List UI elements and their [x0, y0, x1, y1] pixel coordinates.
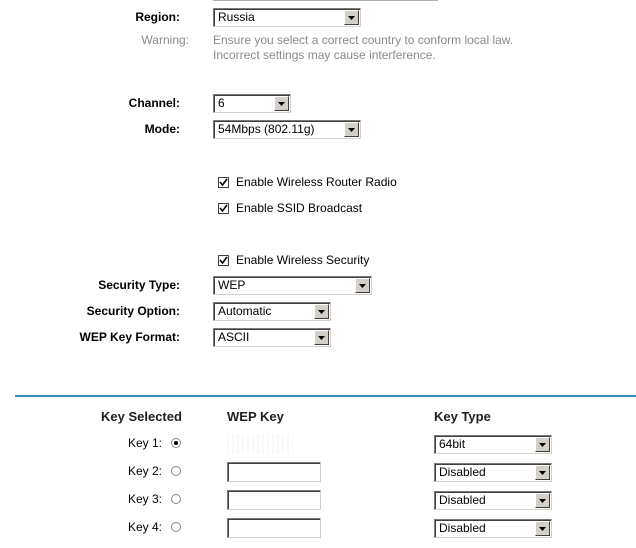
redacted-key-mask — [227, 434, 293, 454]
chevron-down-icon — [535, 465, 550, 480]
key-selected-header: Key Selected — [101, 409, 182, 424]
key-2-radio[interactable] — [171, 466, 181, 476]
key-3-input[interactable] — [227, 490, 321, 510]
key-1-type-value: 64bit — [439, 437, 466, 451]
key-1-label: Key 1: — [127, 436, 162, 450]
warning-text-line2: Incorrect settings may cause interference. — [213, 48, 436, 62]
channel-label: Channel: — [128, 96, 180, 110]
enable-ssid-label: Enable SSID Broadcast — [236, 201, 363, 215]
key-2-type-select[interactable] — [434, 463, 552, 482]
key-3-type-select[interactable] — [434, 491, 552, 510]
top-cutoff-field — [213, 0, 438, 1]
wep-key-format-label: WEP Key Format: — [79, 330, 180, 344]
chevron-down-icon — [344, 122, 359, 137]
chevron-down-icon — [314, 304, 329, 319]
key-3-type-value: Disabled — [439, 493, 486, 507]
key-2-label: Key 2: — [127, 464, 162, 478]
key-4-input[interactable] — [227, 518, 321, 538]
enable-ssid-checkbox[interactable] — [218, 203, 229, 214]
security-option-label: Security Option: — [86, 304, 180, 318]
security-type-select[interactable] — [213, 276, 372, 295]
security-type-label: Security Type: — [98, 278, 180, 292]
key-1-type-select[interactable] — [434, 435, 552, 454]
chevron-down-icon — [355, 278, 370, 293]
region-label: Region: — [135, 10, 180, 24]
checkmark-icon — [219, 256, 228, 265]
key-3-radio[interactable] — [171, 494, 181, 504]
key-type-header: Key Type — [434, 409, 491, 424]
wep-key-format-select[interactable] — [213, 328, 331, 347]
chevron-down-icon — [274, 96, 289, 111]
key-4-radio[interactable] — [171, 522, 181, 532]
key-3-label: Key 3: — [127, 492, 162, 506]
region-value: Russia — [218, 10, 255, 24]
warning-label: Warning: — [141, 33, 189, 47]
chevron-down-icon — [535, 521, 550, 536]
chevron-down-icon — [535, 437, 550, 452]
radio-dot-icon — [174, 441, 178, 445]
chevron-down-icon — [314, 330, 329, 345]
enable-radio-checkbox[interactable] — [218, 177, 229, 188]
wep-key-header: WEP Key — [227, 409, 284, 424]
mode-value: 54Mbps (802.11g) — [218, 122, 315, 136]
chevron-down-icon — [535, 493, 550, 508]
enable-security-label: Enable Wireless Security — [236, 253, 370, 267]
enable-security-checkbox[interactable] — [218, 255, 229, 266]
channel-select[interactable] — [213, 94, 291, 113]
enable-radio-label: Enable Wireless Router Radio — [236, 175, 397, 189]
security-option-select[interactable] — [213, 302, 331, 321]
chevron-down-icon — [344, 10, 359, 25]
key-1-input[interactable] — [227, 434, 321, 454]
mode-select[interactable] — [213, 120, 361, 139]
key-4-type-value: Disabled — [439, 521, 486, 535]
channel-value: 6 — [218, 96, 225, 110]
section-divider — [15, 395, 636, 397]
checkmark-icon — [219, 204, 228, 213]
warning-text-line1: Ensure you select a correct country to conform local law. — [213, 33, 514, 47]
checkmark-icon — [219, 178, 228, 187]
wep-key-format-value: ASCII — [218, 330, 250, 344]
security-type-value: WEP — [218, 278, 246, 292]
key-4-type-select[interactable] — [434, 519, 552, 538]
region-select[interactable] — [213, 8, 361, 27]
key-2-type-value: Disabled — [439, 465, 486, 479]
mode-label: Mode: — [144, 122, 180, 136]
key-2-input[interactable] — [227, 462, 321, 482]
key-4-label: Key 4: — [127, 520, 162, 534]
key-1-radio[interactable] — [171, 438, 181, 448]
security-option-value: Automatic — [218, 304, 272, 318]
